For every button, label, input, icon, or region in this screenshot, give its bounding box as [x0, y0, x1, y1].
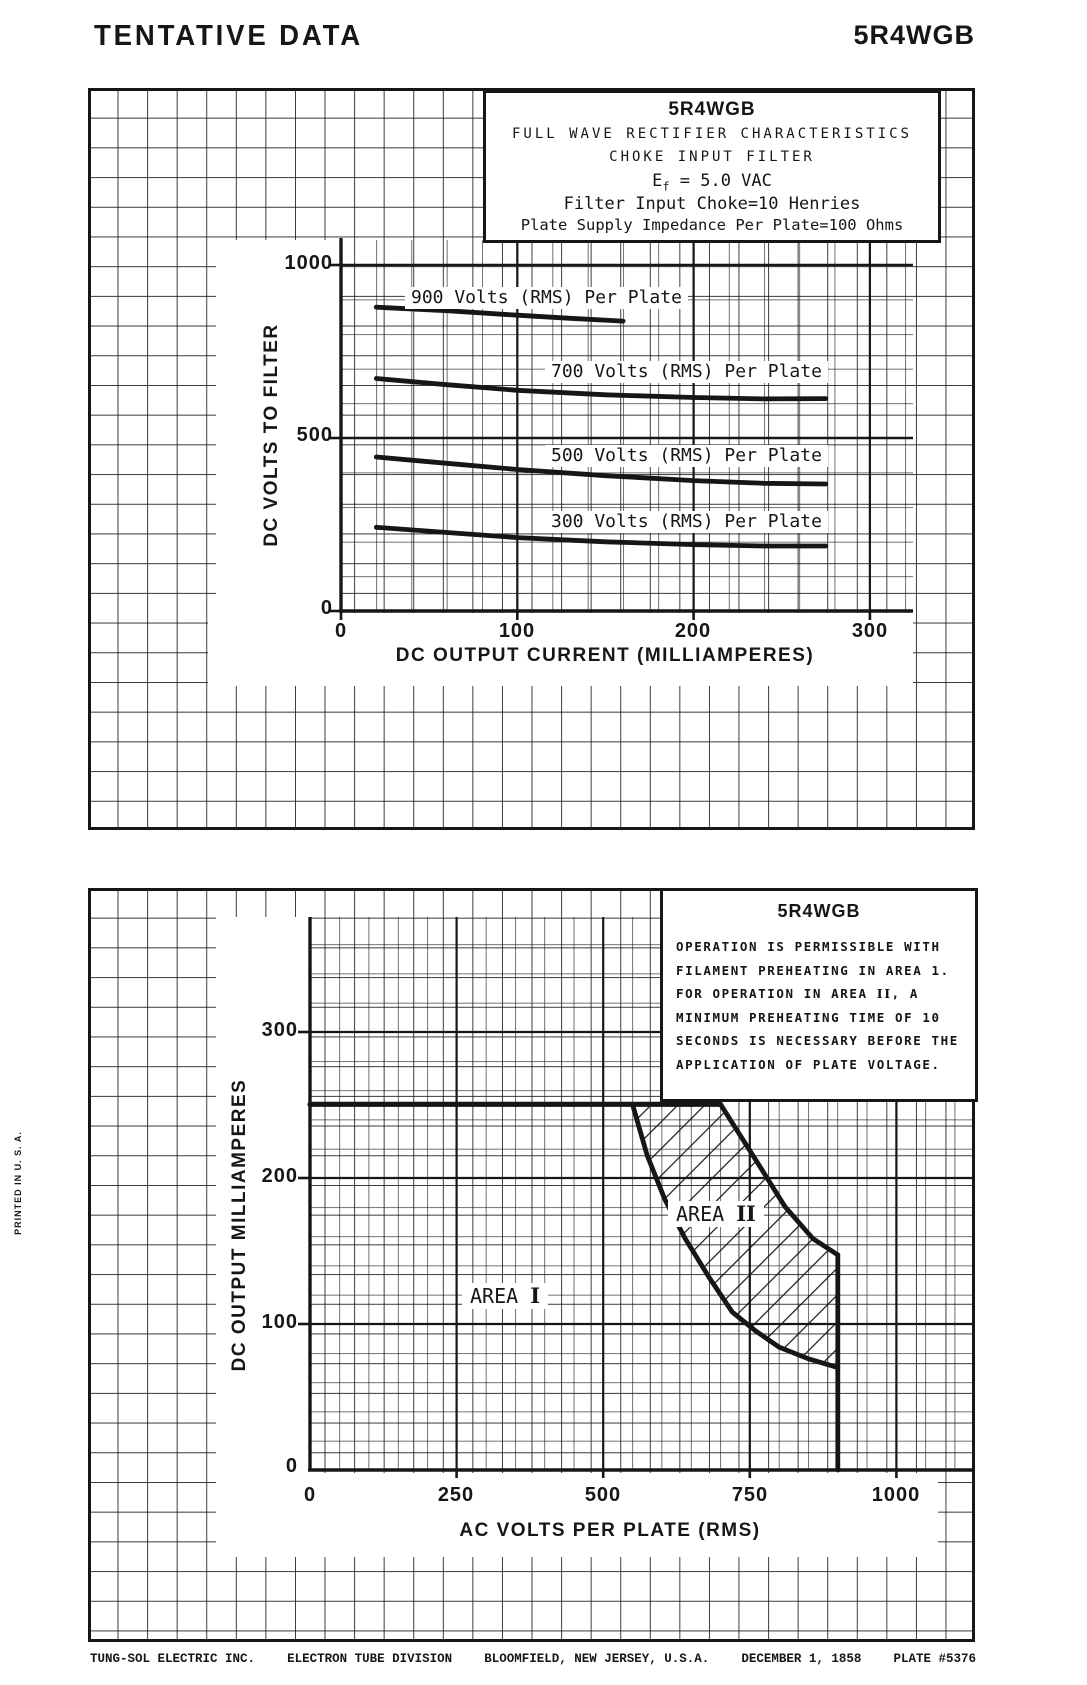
note-line: FOR OPERATION IN AREA II, A [676, 986, 920, 1001]
y-tick-1000: 1000 [284, 252, 333, 274]
y-tick-200: 200 [261, 1165, 298, 1187]
chart2-note-box [660, 888, 978, 1102]
x-tick-0: 0 [303, 1484, 317, 1506]
area1-label: AREA I [462, 1283, 548, 1309]
y-tick-500: 500 [296, 424, 333, 446]
y-tick-300: 300 [261, 1019, 298, 1041]
curve-label-900v: 900 Volts (RMS) Per Plate [405, 287, 688, 309]
page-title: TENTATIVE DATA [94, 20, 363, 52]
chart1-condition-choke: Filter Input Choke=10 Henries [563, 194, 861, 215]
chart1-x-axis-title: DC OUTPUT CURRENT (MILLIAMPERES) [395, 645, 815, 666]
chart2-x-axis-title: AC VOLTS PER PLATE (RMS) [459, 1520, 761, 1541]
y-tick-0: 0 [285, 1455, 298, 1477]
note-line: APPLICATION OF PLATE VOLTAGE. [676, 1056, 941, 1072]
note-line: MINIMUM PREHEATING TIME OF 10 [676, 1009, 941, 1025]
x-tick-500: 500 [584, 1484, 622, 1506]
y-tick-0: 0 [320, 597, 333, 619]
printed-in-usa-note: PRINTED IN U. S. A. [13, 1131, 23, 1235]
footer-plate-number: PLATE #5376 [893, 1652, 976, 1666]
curve-label-700v: 700 Volts (RMS) Per Plate [545, 361, 828, 383]
chart1-y-axis-title: DC VOLTS TO FILTER [261, 323, 282, 547]
note-line: SECONDS IS NECESSARY BEFORE THE [676, 1033, 959, 1048]
note-line: FILAMENT PREHEATING IN AREA 1. [676, 962, 950, 978]
curve-label-300v: 300 Volts (RMS) Per Plate [545, 511, 828, 533]
x-tick-300: 300 [851, 620, 889, 642]
footer [90, 1652, 976, 1666]
chart1-title: 5R4WGB [668, 99, 756, 120]
x-tick-100: 100 [498, 620, 536, 642]
curve-label-500v: 500 Volts (RMS) Per Plate [545, 445, 828, 467]
x-tick-0: 0 [334, 620, 348, 642]
chart1-subtitle: FULL WAVE RECTIFIER CHARACTERISTICS [511, 126, 912, 142]
chart2-title: 5R4WGB [777, 901, 861, 921]
x-tick-250: 250 [437, 1484, 475, 1506]
footer-date: DECEMBER 1, 1858 [741, 1652, 862, 1666]
footer-company: TUNG-SOL ELECTRIC INC. [90, 1652, 256, 1666]
x-tick-750: 750 [731, 1484, 769, 1506]
x-tick-200: 200 [674, 620, 712, 642]
chart1-condition-ef: $E_f = 5.0$ VAC [652, 171, 772, 194]
y-tick-100: 100 [261, 1311, 298, 1333]
chart1-subtitle2: CHOKE INPUT FILTER [609, 149, 815, 165]
footer-location: BLOOMFIELD, NEW JERSEY, U.S.A. [484, 1652, 710, 1666]
chart2-y-axis-title: DC OUTPUT MILLIAMPERES [229, 1078, 250, 1372]
area2-label: AREA II [668, 1201, 764, 1227]
note-line: OPERATION IS PERMISSIBLE WITH [676, 939, 941, 954]
x-tick-1000: 1000 [871, 1484, 921, 1506]
tube-type-label: 5R4WGB [853, 20, 975, 50]
chart1-condition-impedance: Plate Supply Impedance Per Plate=100 Ohms [520, 216, 904, 235]
footer-division: ELECTRON TUBE DIVISION [287, 1652, 453, 1666]
chart1-title-box [483, 90, 941, 243]
